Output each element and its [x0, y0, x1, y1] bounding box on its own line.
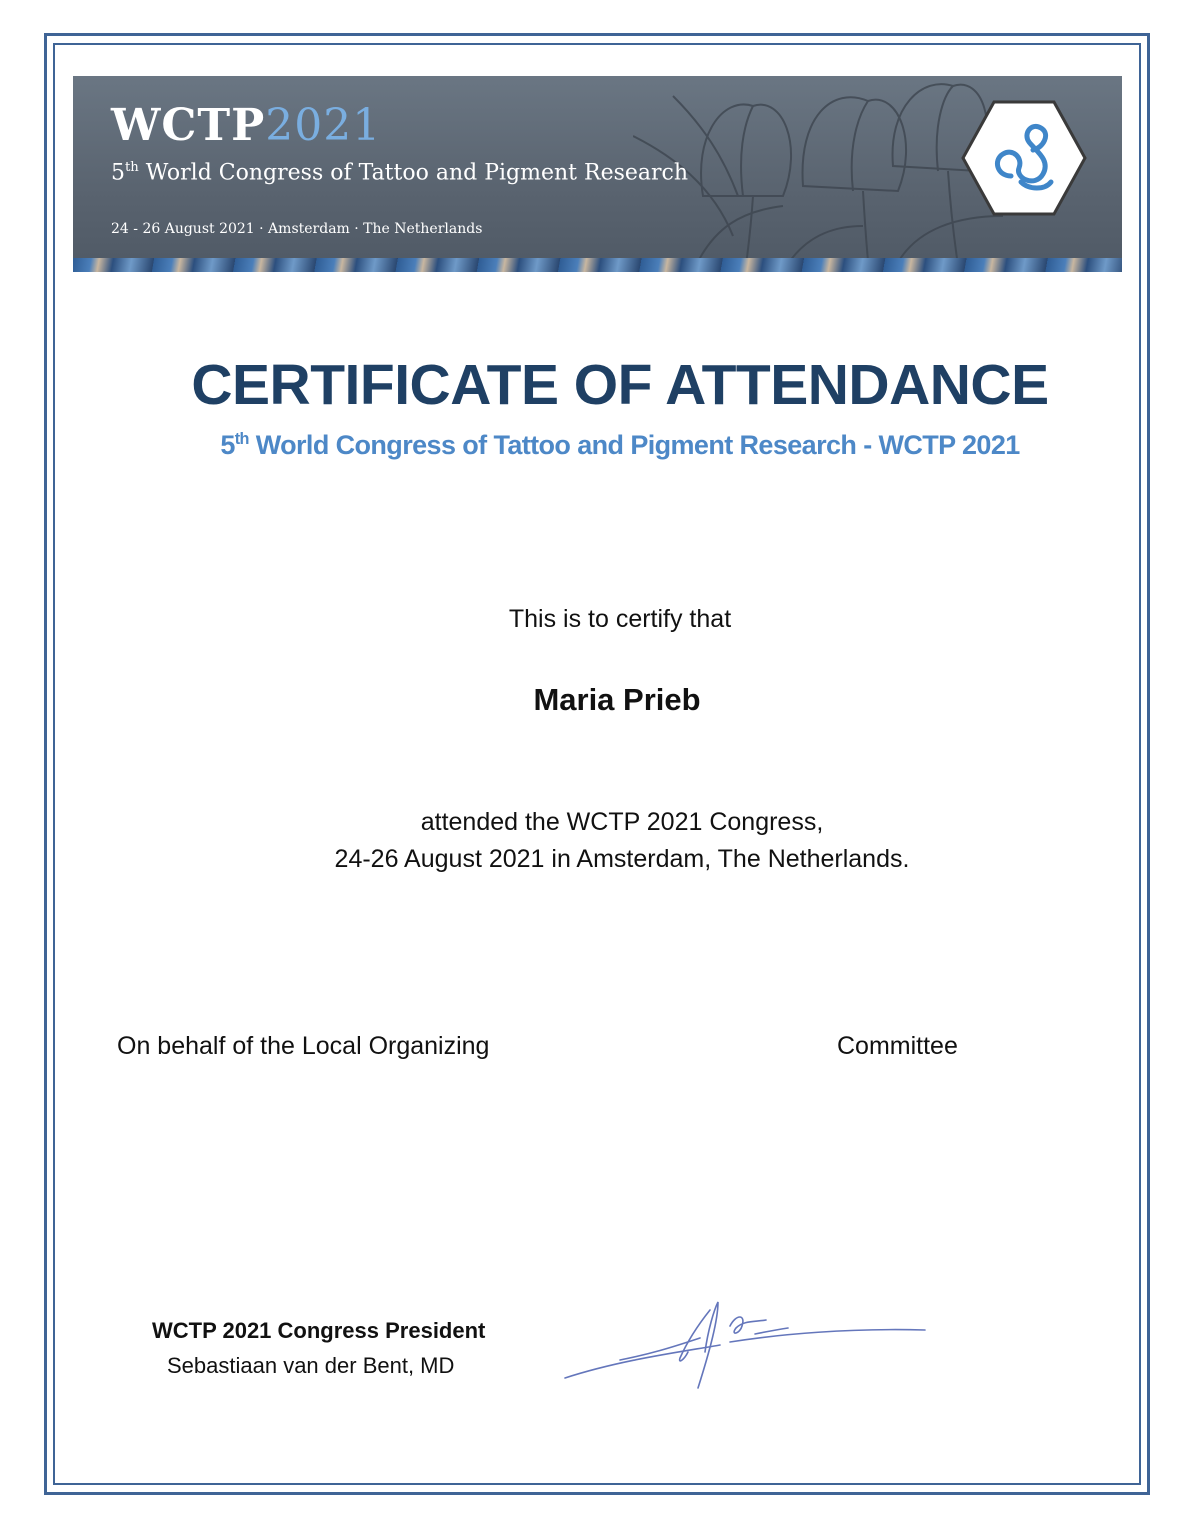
banner-title: WCTP2021	[111, 100, 382, 151]
signatory-name: Sebastiaan van der Bent, MD	[167, 1353, 455, 1378]
wctp-logo-hexagon-icon	[959, 98, 1089, 218]
banner-title-year: 2021	[265, 100, 382, 151]
signatory-title: WCTP 2021 Congress President	[152, 1318, 486, 1343]
recipient-name: Maria Prieb	[533, 682, 701, 717]
certificate-subtitle: 5th World Congress of Tattoo and Pigment Research - WCTP 2021	[220, 430, 1020, 460]
banner-subtitle: 5th World Congress of Tattoo and Pigment Research	[111, 160, 689, 186]
behalf-text-left: On behalf of the Local Organizing	[117, 1032, 490, 1060]
attended-line-2: 24-26 August 2021 in Amsterdam, The Netherlands.	[334, 845, 910, 873]
header-banner	[73, 76, 1122, 272]
attended-line-1: attended the WCTP 2021 Congress,	[420, 808, 824, 836]
banner-tile-strip	[73, 258, 1122, 272]
handwritten-signature-icon	[560, 1290, 940, 1400]
banner-date-line: 24 - 26 August 2021 · Amsterdam · The Netherlands	[111, 221, 483, 237]
certify-line: This is to certify that	[508, 605, 732, 633]
certificate-title: CERTIFICATE OF ATTENDANCE	[191, 353, 1049, 417]
behalf-text-right: Committee	[837, 1032, 958, 1060]
